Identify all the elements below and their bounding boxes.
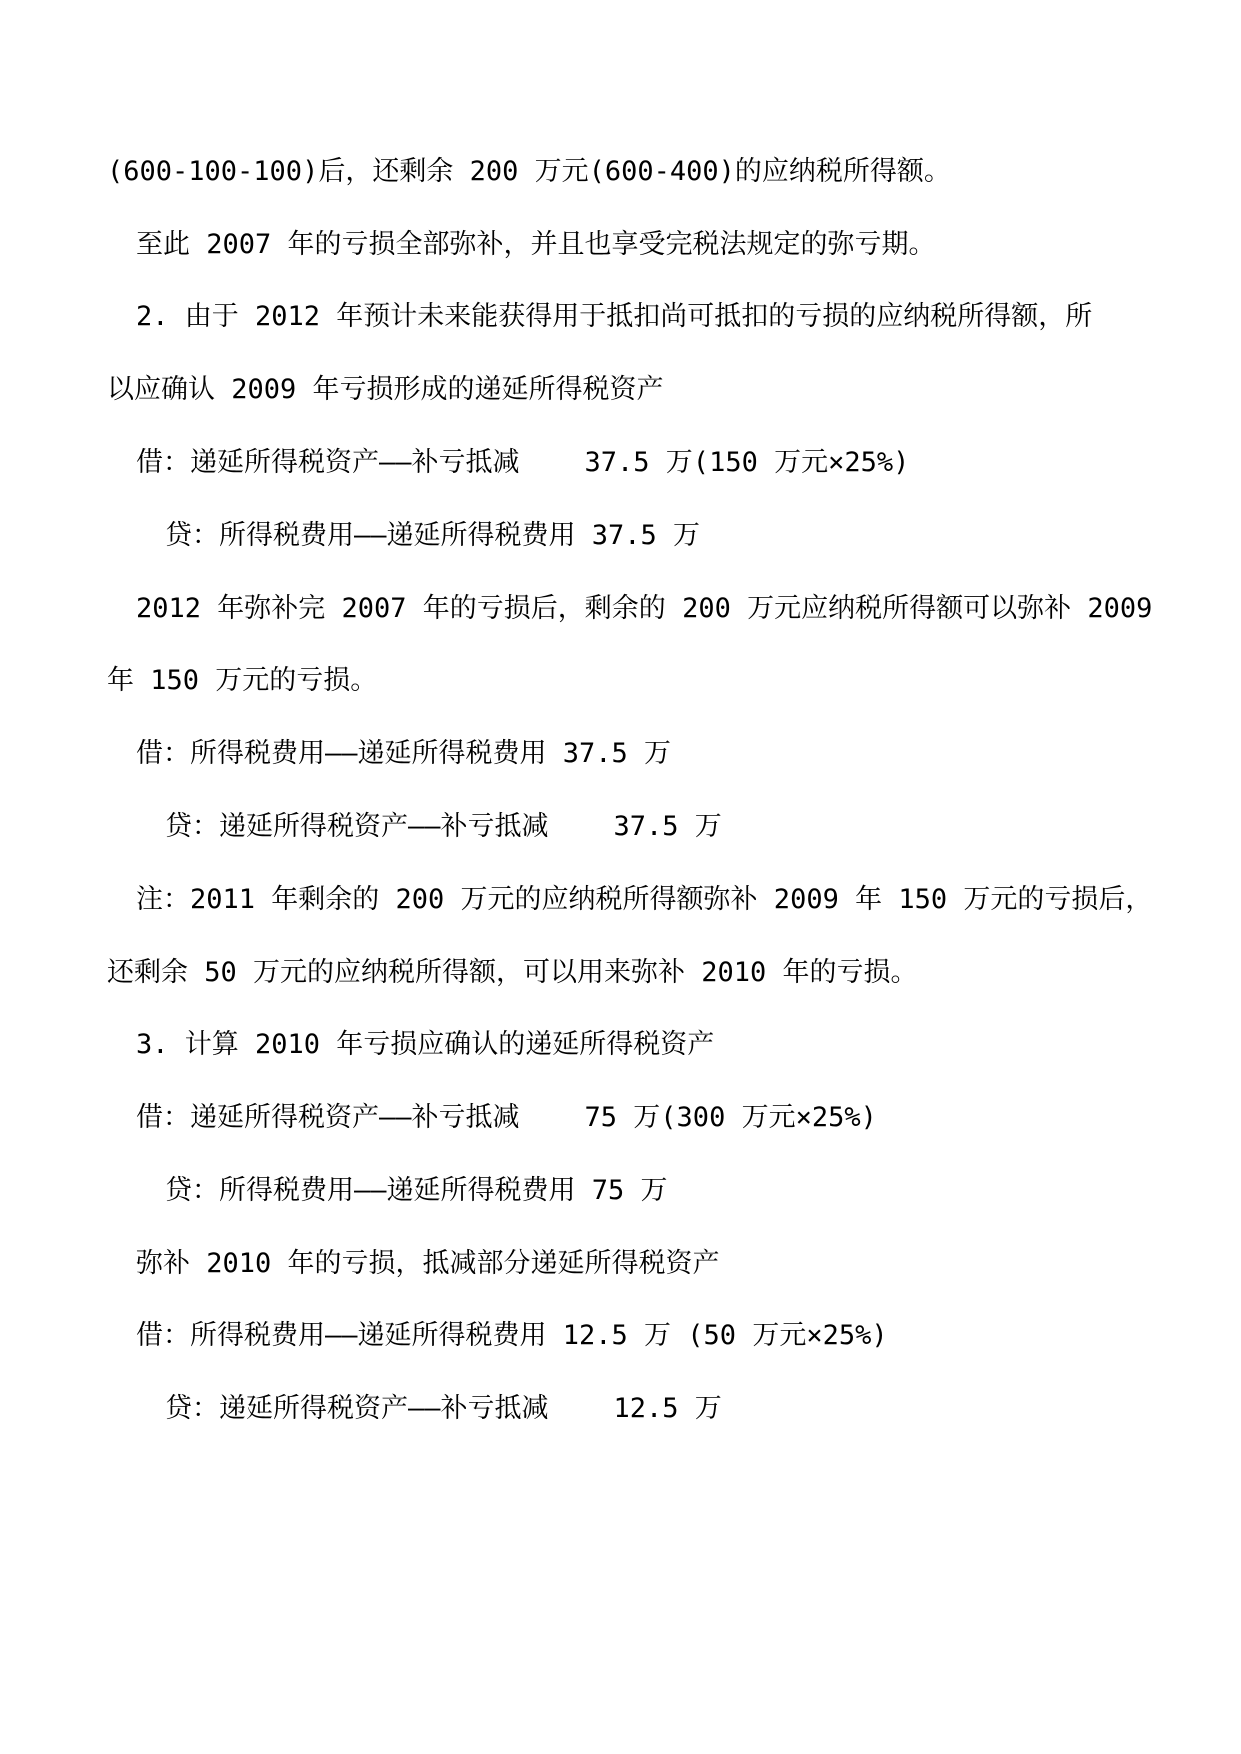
journal-credit-line-1: 贷：所得税费用——递延所得税费用 37.5 万 <box>165 520 701 551</box>
paragraph-line-8: 弥补 2010 年的亏损，抵减部分递延所得税资产 <box>136 1248 720 1279</box>
journal-debit-line-4: 借：所得税费用——递延所得税费用 12.5 万 (50 万元×25%) <box>136 1320 888 1351</box>
note-line-2: 还剩余 50 万元的应纳税所得额，可以用来弥补 2010 年的亏损。 <box>107 957 918 988</box>
journal-debit-line-2: 借：所得税费用——递延所得税费用 37.5 万 <box>136 738 672 769</box>
paragraph-line-7: 3. 计算 2010 年亏损应确认的递延所得税资产 <box>136 1029 715 1060</box>
paragraph-line-2: 至此 2007 年的亏损全部弥补，并且也享受完税法规定的弥亏期。 <box>136 229 936 260</box>
journal-debit-line-1: 借：递延所得税资产——补亏抵减 37.5 万(150 万元×25%) <box>136 447 910 478</box>
paragraph-line-5: 2012 年弥补完 2007 年的亏损后，剩余的 200 万元应纳税所得额可以弥补 2009 <box>136 593 1153 624</box>
paragraph-line-6: 年 150 万元的亏损。 <box>107 665 378 696</box>
journal-credit-line-2: 贷：递延所得税资产——补亏抵减 37.5 万 <box>165 811 722 842</box>
journal-credit-line-3: 贷：所得税费用——递延所得税费用 75 万 <box>165 1175 668 1206</box>
paragraph-line-1: (600-100-100)后，还剩余 200 万元(600-400)的应纳税所得额。 <box>107 156 951 187</box>
journal-debit-line-3: 借：递延所得税资产——补亏抵减 75 万(300 万元×25%) <box>136 1102 877 1133</box>
paragraph-line-3: 2. 由于 2012 年预计未来能获得用于抵扣尚可抵扣的亏损的应纳税所得额，所 <box>136 301 1093 332</box>
journal-credit-line-4: 贷：递延所得税资产——补亏抵减 12.5 万 <box>165 1393 722 1424</box>
paragraph-line-4: 以应确认 2009 年亏损形成的递延所得税资产 <box>107 374 664 405</box>
note-line-1: 注：2011 年剩余的 200 万元的应纳税所得额弥补 2009 年 150 万元的亏损后， <box>136 884 1153 915</box>
